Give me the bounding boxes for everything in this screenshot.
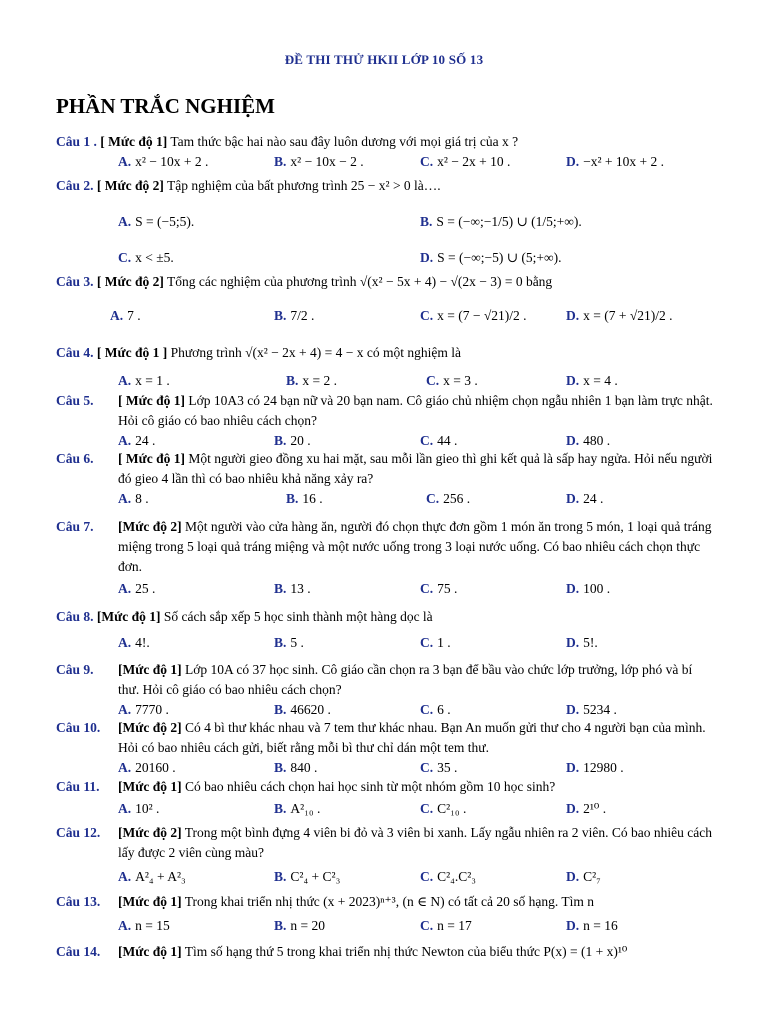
- question-1: [56, 132, 716, 174]
- option-b: B. 5 .: [274, 635, 304, 650]
- option-a: A. x² − 10x + 2 .: [118, 154, 209, 169]
- option-a: A. 7 .: [110, 308, 141, 323]
- question-level: [ Mức độ 1]: [100, 134, 168, 149]
- exam-title: ĐỀ THI THỬ HKII LỚP 10 SỐ 13: [284, 52, 484, 67]
- question-10: [56, 718, 716, 780]
- option-d: D. C²₇: [566, 869, 601, 884]
- question-stem: Có bao nhiêu cách chọn hai học sinh từ một nhóm gồm 10 học sinh?: [184, 779, 556, 794]
- option-b: B. 7/2 .: [274, 308, 315, 323]
- question-level: [Mức độ 1]: [118, 662, 182, 677]
- option-c: C. x = 3 .: [426, 373, 478, 388]
- option-a: A. S = (−5;5).: [118, 214, 195, 229]
- question-number: Câu 2.: [56, 178, 94, 193]
- option-c: C. 75 .: [420, 581, 458, 596]
- question-number: Câu 6.: [56, 451, 94, 466]
- option-d: D. S = (−∞;−5) ∪ (5;+∞).: [420, 250, 562, 265]
- option-c: C. n = 17: [420, 918, 472, 933]
- option-b: B. 20 .: [274, 433, 311, 448]
- option-b: B. 46620 .: [274, 702, 331, 717]
- question-level: [Mức độ 2]: [118, 825, 182, 840]
- option-b: B. x² − 10x − 2 .: [274, 154, 364, 169]
- question-stem: Tổng các nghiệm của phương trình √(x² − 5x + 4) − √(2x − 3) = 0 bằng: [167, 274, 553, 289]
- question-number: Câu 13.: [56, 894, 101, 909]
- question-level: [ Mức độ 1]: [118, 451, 185, 466]
- question-number: Câu 9.: [56, 662, 94, 677]
- question-level: [ Mức độ 1]: [118, 393, 185, 408]
- question-stem: Lớp 10A có 37 học sinh. Cô giáo cần chọn ra 3 bạn để bầu vào chức lớp trưởng, lớp phó và bí thư. Hỏi cô giáo có bao nhiêu cách chọn?: [118, 662, 693, 697]
- section-heading: PHẦN TRẮC NGHIỆM: [56, 94, 275, 118]
- option-d: D. 5234 .: [566, 702, 617, 717]
- option-d: D. 2¹⁰ .: [566, 801, 607, 816]
- question-stem: Tìm số hạng thứ 5 trong khai triển nhị thức Newton của biểu thức P(x) = (1 + x)¹⁰: [184, 944, 628, 959]
- question-number: Câu 1 .: [56, 134, 97, 149]
- question-number: Câu 14.: [56, 944, 101, 959]
- question-12: [56, 823, 716, 889]
- question-5: [56, 391, 716, 453]
- question-9: [56, 660, 716, 722]
- question-stem: Trong khai triển nhị thức (x + 2023)ⁿ⁺³, (n ∈ N) có tất cả 20 số hạng. Tìm n: [184, 894, 595, 909]
- option-d: D. n = 16: [566, 918, 618, 933]
- question-11: [56, 777, 716, 821]
- option-d: D. 100 .: [566, 581, 611, 596]
- question-level: [Mức độ 1]: [118, 894, 182, 909]
- question-stem: Tập nghiệm của bất phương trình 25 − x² > 0 là….: [167, 178, 441, 193]
- option-a: A. 25 .: [118, 581, 156, 596]
- option-b: B. S = (−∞;−1/5) ∪ (1/5;+∞).: [420, 214, 582, 229]
- question-number: Câu 10.: [56, 720, 101, 735]
- question-number: Câu 11.: [56, 779, 100, 794]
- option-a: A. x = 1 .: [118, 373, 170, 388]
- option-a: A. A²₄ + A²₃: [118, 869, 186, 884]
- question-stem: Tam thức bậc hai nào sau đây luôn dương với mọi giá trị của x ?: [170, 134, 519, 149]
- question-level: [Mức độ 2]: [118, 720, 182, 735]
- option-a: A. 20160 .: [118, 760, 176, 775]
- question-stem: Một người vào cửa hàng ăn, người đó chọn thực đơn gồm 1 món ăn trong 5 món, 1 loại quả tráng miệng trong 5 loại quả tráng miệng và một nước uống trong 3 loại nước uống. Có bao nhiêu cách chọn thực đơn.: [118, 519, 712, 574]
- option-b: B. C²₄ + C²₃: [274, 869, 341, 884]
- option-c: C. x² − 2x + 10 .: [420, 154, 511, 169]
- option-c: C. 6 .: [420, 702, 451, 717]
- question-stem: Có 4 bì thư khác nhau và 7 tem thư khác nhau. Bạn An muốn gửi thư cho 4 người bạn của mình. Hỏi có bao nhiêu cách gửi, biết rằng mỗi bì thư chỉ dán một tem thư.: [118, 720, 706, 755]
- option-d: D. 5!.: [566, 635, 598, 650]
- question-number: Câu 3.: [56, 274, 94, 289]
- question-14: [56, 942, 716, 962]
- option-c: C. x < ±5.: [118, 250, 174, 265]
- question-4: [56, 343, 716, 393]
- question-number: Câu 4.: [56, 345, 94, 360]
- question-level: [ Mức độ 2]: [96, 178, 164, 193]
- question-7: [56, 517, 716, 601]
- question-number: Câu 12.: [56, 825, 101, 840]
- question-stem: Một người gieo đồng xu hai mặt, sau mỗi lần gieo thì ghi kết quả là sấp hay ngửa. Hỏi nếu người đó gieo 4 lần thì có bao nhiêu khả năng xảy ra?: [118, 451, 713, 486]
- question-number: Câu 7.: [56, 519, 94, 534]
- question-8: [56, 607, 716, 655]
- question-level: [Mức độ 1]: [96, 609, 161, 624]
- question-level: [Mức độ 1]: [118, 944, 182, 959]
- option-c: C. 256 .: [426, 491, 471, 506]
- question-6: [56, 449, 716, 511]
- option-d: D. 12980 .: [566, 760, 624, 775]
- question-13: [56, 892, 716, 938]
- option-d: D. 480 .: [566, 433, 611, 448]
- question-stem: Trong một bình đựng 4 viên bi đỏ và 3 viên bi xanh. Lấy ngẫu nhiên ra 2 viên. Có bao nhiêu cách lấy được 2 viên cùng màu?: [118, 825, 712, 860]
- option-b: B. 840 .: [274, 760, 318, 775]
- option-b: B. A²₁₀ .: [274, 801, 321, 816]
- question-level: [ Mức độ 2]: [96, 274, 164, 289]
- question-level: [Mức độ 1]: [118, 779, 182, 794]
- option-a: A. 24 .: [118, 433, 156, 448]
- option-a: A. 10² .: [118, 801, 160, 816]
- question-stem: Lớp 10A3 có 24 bạn nữ và 20 bạn nam. Cô giáo chủ nhiệm chọn ngẫu nhiên 1 bạn làm trực nhật. Hỏi cô giáo có bao nhiêu cách chọn?: [118, 393, 713, 428]
- option-c: C. C²₄.C²₃: [420, 869, 477, 884]
- option-b: B. 16 .: [286, 491, 323, 506]
- option-d: D. −x² + 10x + 2 .: [566, 154, 665, 169]
- option-a: A. 4!.: [118, 635, 150, 650]
- option-d: D. x = 4 .: [566, 373, 618, 388]
- option-a: A. 7770 .: [118, 702, 169, 717]
- question-number: Câu 5.: [56, 393, 94, 408]
- option-a: A. n = 15: [118, 918, 170, 933]
- question-stem: Phương trình √(x² − 2x + 4) = 4 − x có một nghiệm là: [170, 345, 461, 360]
- question-level: [Mức độ 2]: [118, 519, 182, 534]
- option-c: C. 1 .: [420, 635, 451, 650]
- option-c: C. 44 .: [420, 433, 458, 448]
- question-stem: Số cách sắp xếp 5 học sinh thành một hàng dọc là: [163, 609, 433, 624]
- option-b: B. x = 2 .: [286, 373, 338, 388]
- question-2: [56, 176, 716, 270]
- option-a: A. 8 .: [118, 491, 149, 506]
- option-c: C. C²₁₀ .: [420, 801, 467, 816]
- question-3: [56, 272, 716, 328]
- option-b: B. 13 .: [274, 581, 311, 596]
- option-c: C. x = (7 − √21)/2 .: [420, 308, 527, 323]
- option-d: D. x = (7 + √21)/2 .: [566, 308, 673, 323]
- option-c: C. 35 .: [420, 760, 458, 775]
- question-number: Câu 8.: [56, 609, 94, 624]
- option-d: D. 24 .: [566, 491, 604, 506]
- option-b: B. n = 20: [274, 918, 326, 933]
- question-level: [ Mức độ 1 ]: [96, 345, 168, 360]
